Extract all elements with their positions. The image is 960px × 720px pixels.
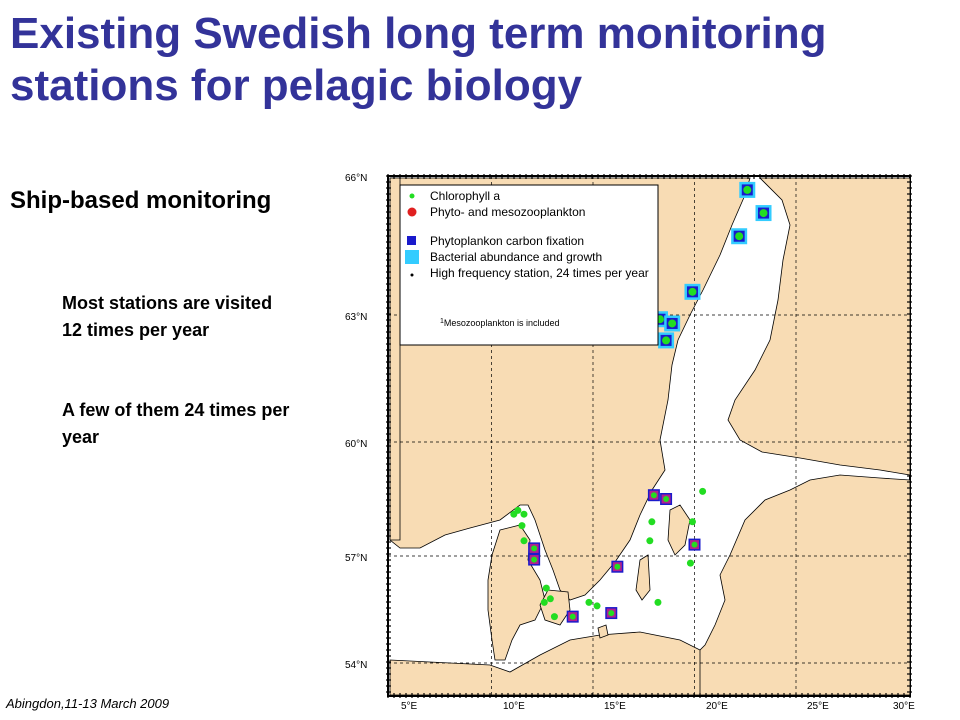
- chlorophyll-dot: [692, 542, 698, 548]
- station-chlorophyll: [541, 599, 548, 606]
- station-bacterial: [684, 284, 700, 300]
- station-chlorophyll: [689, 518, 696, 525]
- chlorophyll-dot: [646, 537, 653, 544]
- high-frequency-swatch: [411, 274, 414, 277]
- station-chlorophyll: [518, 522, 525, 529]
- chlorophyll-dot: [585, 599, 592, 606]
- lon-label-10: 10°E: [503, 701, 525, 710]
- chlorophyll-dot: [520, 511, 527, 518]
- chlorophyll-dot: [608, 610, 614, 616]
- chlorophyll-dot: [648, 518, 655, 525]
- station-chlorophyll: [510, 511, 517, 518]
- chlorophyll-dot: [520, 537, 527, 544]
- chlorophyll-dot: [699, 488, 706, 495]
- chlorophyll-dot: [543, 585, 550, 592]
- chlorophyll-dot: [760, 209, 768, 217]
- station-carbon: [567, 611, 579, 623]
- lat-label-66: 66°N: [345, 173, 368, 184]
- plankton-swatch: [408, 208, 417, 217]
- lon-label-5: 5°E: [401, 701, 418, 710]
- legend-label-high-frequency: High frequency station, 24 times per year: [430, 266, 649, 280]
- carbon-fixation-swatch: [407, 236, 416, 245]
- baltic-station-map: [345, 160, 920, 710]
- slide-subtitle: Ship-based monitoring: [10, 187, 272, 214]
- lon-label-20: 20°E: [706, 701, 728, 710]
- chlorophyll-dot: [662, 336, 670, 344]
- slide-title: Existing Swedish long term monitoring stations for pelagic biology: [10, 9, 827, 110]
- map-legend: [400, 185, 658, 345]
- lat-label-60: 60°N: [345, 439, 368, 450]
- lat-label-57: 57°N: [345, 553, 368, 564]
- legend-label-high-frequency-wrap: [430, 266, 655, 300]
- legend-label-carbon-fixation: Phytoplankon carbon fixation: [430, 234, 585, 248]
- chlorophyll-dot: [531, 557, 537, 563]
- legend-footnote: $^1$Mesozooplankton is included: [440, 318, 560, 328]
- station-carbon: [605, 607, 617, 619]
- legend-label-bacterial: Bacterial abundance and growth: [430, 250, 603, 264]
- chlorophyll-dot: [735, 232, 743, 240]
- station-bacterial: [731, 228, 747, 244]
- station-carbon: [528, 542, 540, 554]
- chlorophyll-dot: [510, 511, 517, 518]
- station-chlorophyll: [520, 511, 527, 518]
- lon-label-25: 25°E: [807, 701, 829, 710]
- chlorophyll-dot: [614, 564, 620, 570]
- lat-label-63: 63°N: [345, 312, 368, 323]
- norway-west-land: [390, 178, 400, 540]
- station-chlorophyll: [594, 602, 601, 609]
- footer-event: Abingdon,11-13 March 2009: [6, 696, 170, 711]
- chlorophyll-dot: [687, 560, 694, 567]
- note-biweekly-visits: A few of them 24 times per year: [62, 400, 290, 447]
- station-chlorophyll: [520, 537, 527, 544]
- chlorophyll-dot: [689, 518, 696, 525]
- chlorophyll-dot: [541, 599, 548, 606]
- station-chlorophyll: [699, 488, 706, 495]
- station-bacterial: [658, 332, 674, 348]
- note-monthly-visits: Most stations are visited 12 times per year: [62, 293, 273, 340]
- chlorophyll-swatch: [410, 194, 415, 199]
- station-chlorophyll: [585, 599, 592, 606]
- legend-label-chlorophyll: Chlorophyll a: [430, 189, 501, 203]
- chlorophyll-dot: [547, 595, 554, 602]
- chlorophyll-dot: [551, 613, 558, 620]
- chlorophyll-dot: [663, 496, 669, 502]
- station-carbon: [648, 489, 660, 501]
- station-bacterial: [664, 315, 680, 331]
- chlorophyll-dot: [743, 186, 751, 194]
- legend-label-plankton: Phyto- and mesozooplankton: [430, 205, 586, 219]
- station-bacterial: [756, 205, 772, 221]
- chlorophyll-dot: [668, 319, 676, 327]
- lat-label-54: 54°N: [345, 660, 368, 671]
- station-bacterial: [739, 182, 755, 198]
- lon-label-15: 15°E: [604, 701, 626, 710]
- chlorophyll-dot: [570, 614, 576, 620]
- chlorophyll-dot: [594, 602, 601, 609]
- station-chlorophyll: [648, 518, 655, 525]
- chlorophyll-dot: [531, 545, 537, 551]
- chlorophyll-dot: [518, 522, 525, 529]
- chlorophyll-dot: [651, 492, 657, 498]
- station-carbon: [611, 561, 623, 573]
- station-chlorophyll: [543, 585, 550, 592]
- station-chlorophyll: [646, 537, 653, 544]
- station-carbon: [528, 554, 540, 566]
- station-carbon: [689, 539, 701, 551]
- bacterial-swatch: [405, 250, 419, 264]
- station-chlorophyll: [687, 560, 694, 567]
- station-chlorophyll: [547, 595, 554, 602]
- chlorophyll-dot: [688, 288, 696, 296]
- chlorophyll-dot: [654, 599, 661, 606]
- lon-label-30: 30°E: [893, 701, 915, 710]
- station-chlorophyll: [654, 599, 661, 606]
- station-carbon: [660, 493, 672, 505]
- station-chlorophyll: [551, 613, 558, 620]
